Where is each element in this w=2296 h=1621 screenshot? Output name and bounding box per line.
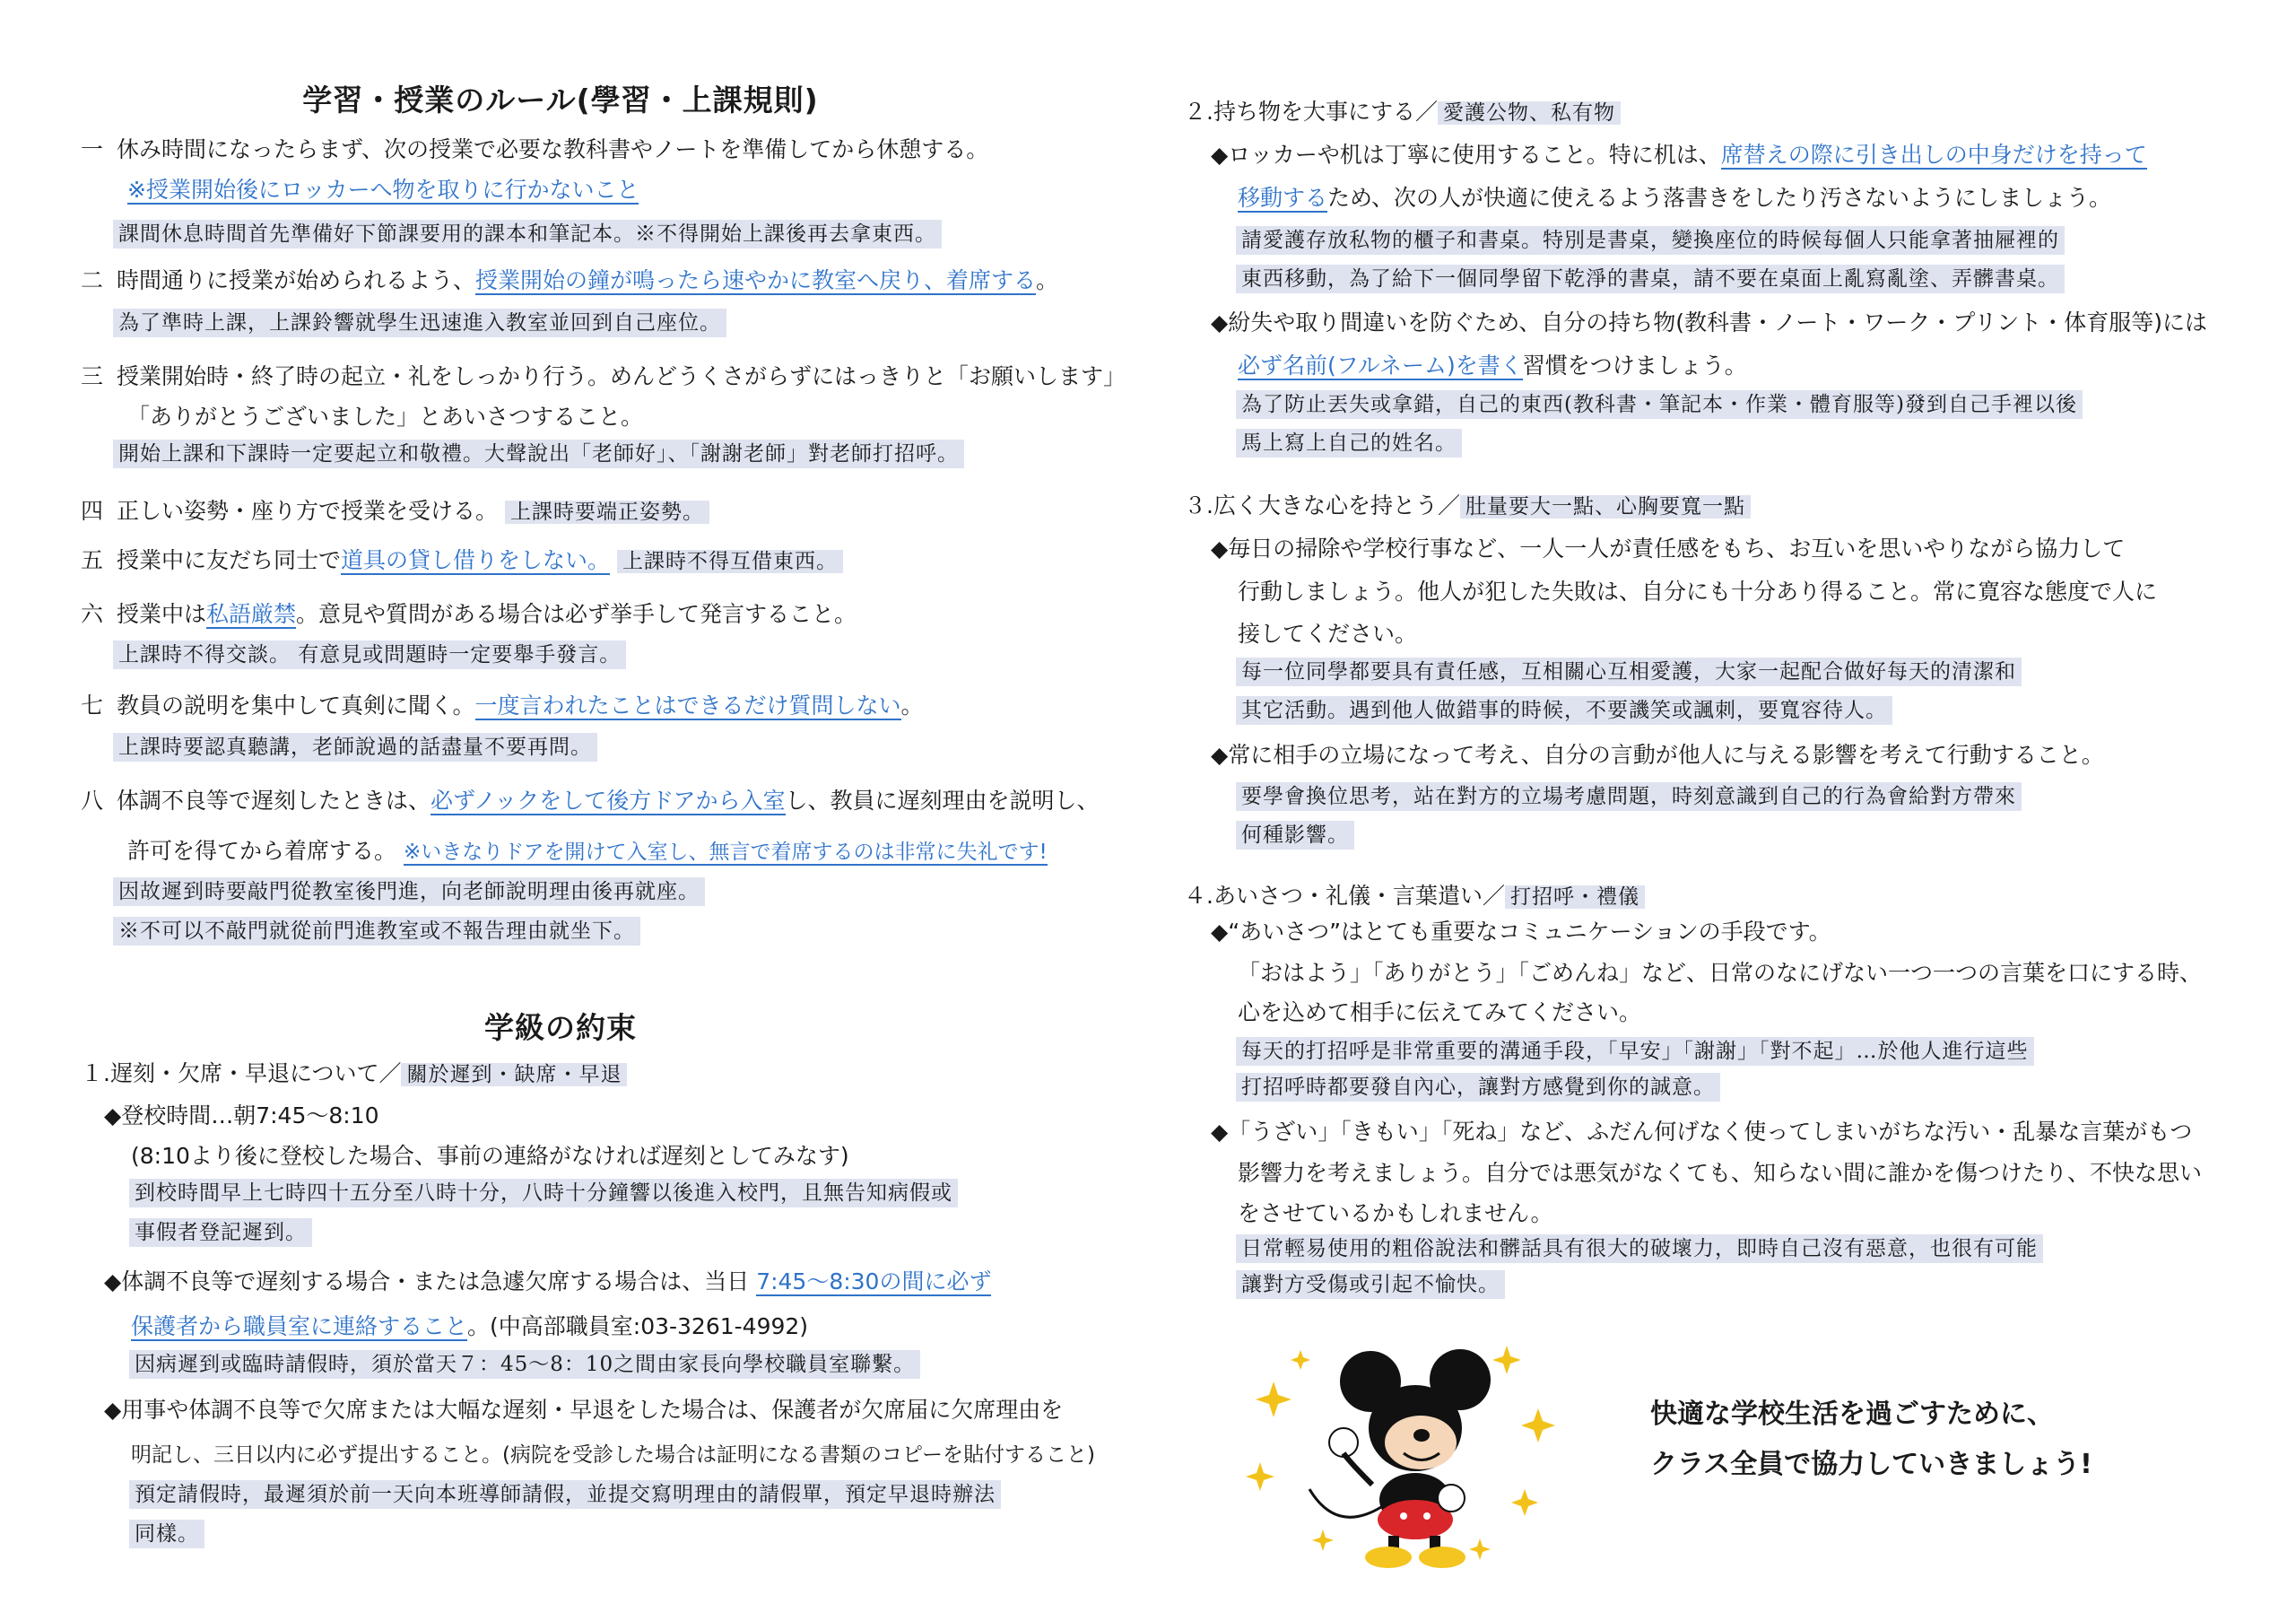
- rule-5: 五 授業中に友だち同士で道具の貸し借りをしない。 上課時不得互借東西。: [81, 545, 843, 577]
- section-1-b2-line2: 保護者から職員室に連絡すること。(中高部職員室:03-3261-4992): [131, 1313, 809, 1339]
- section-4-b2-zh: 日常輕易使用的粗俗說法和髒話具有很大的破壞力，即時自己沒有惡意，也很有可能: [1236, 1234, 2043, 1263]
- mickey-figure: [1309, 1349, 1491, 1568]
- section-1-b3-zh: 預定請假時，最遲須於前一天向本班導師請假，並提交寫明理由的請假單，預定早退時辦法: [129, 1480, 1001, 1509]
- section-2-b2: ◆紛失や取り間違いを防ぐため、自分の持ち物(教科書・ノート・ワーク・プリント・体育服等)には: [1211, 309, 2207, 336]
- rule-6: 六 授業中は私語厳禁。意見や質問がある場合は必ず挙手して発言すること。: [81, 601, 857, 627]
- section-3-b1-zh: 每一位同學都要具有責任感，互相關心互相愛護，大家一起配合做好每天的清潔和: [1236, 658, 2022, 686]
- rule-8-zh2: ※不可以不敲門就從前門進教室或不報告理由就坐下。: [113, 917, 640, 946]
- section-4-b1-line2: 「おはよう」「ありがとう」「ごめんね」など、日常のなにげない一つ一つの言葉を口にする時、: [1238, 960, 2203, 986]
- section-3-b1-zh2: 其它活動。遇到他人做錯事的時候，不要譏笑或諷刺，要寬容待人。: [1236, 696, 1892, 725]
- section-1-b1: ◆登校時間…朝7:45～8:10: [104, 1102, 379, 1129]
- rule-2: 二 時間通りに授業が始められるよう、授業開始の鐘が鳴ったら速やかに教室へ戻り、着席する。: [81, 267, 1059, 293]
- section-1-b3-line2: 明記し、三日以内に必ず提出すること。(病院を受診した場合は証明になる書類のコピーを貼付すること): [131, 1443, 1096, 1467]
- section-4-b2-line2: 影響力を考えましょう。自分では悪気がなくても、知らない間に誰かを傷つけたり、不快な思い: [1238, 1160, 2203, 1186]
- closing-line-2: クラス全員で協力していきましょう!: [1650, 1449, 2092, 1480]
- section-1-b1-zh: 到校時間早上七時四十五分至八時十分，八時十分鐘響以後進入校門，且無告知病假或: [129, 1179, 958, 1207]
- section-2-b1-line2: 移動するため、次の人が快適に使えるよう落書きをしたり汚さないようにしましょう。: [1238, 185, 2112, 211]
- section-4-b1: ◆“あいさつ”はとても重要なコミュニケーションの手段です。: [1211, 919, 1831, 945]
- section-1-b3-zh2: 同樣。: [129, 1520, 204, 1548]
- rule-1: 一 休み時間になったらまず、次の授業で必要な教科書やノートを準備してから休憩する。: [81, 136, 989, 162]
- rule-6-zh: 上課時不得交談。 有意見或問題時一定要舉手發言。: [113, 641, 626, 669]
- rule-7-zh: 上課時要認真聽講，老師說過的話盡量不要再問。: [113, 733, 597, 762]
- rule-7: 七 教員の説明を集中して真剣に聞く。一度言われたことはできるだけ質問しない。: [81, 693, 924, 719]
- rule-3-line2: 「ありがとうございました」とあいさつすること。: [127, 404, 644, 430]
- section-4-b1-zh2: 打招呼時都要發自內心，讓對方感覺到你的誠意。: [1236, 1073, 1720, 1102]
- section-3-b2: ◆常に相手の立場になって考え、自分の言動が他人に与える影響を考えて行動すること。: [1211, 742, 2104, 768]
- section-4-b2-line3: をさせているかもしれません。: [1238, 1200, 1553, 1226]
- closing-line-1: 快適な学校生活を過ごすために、: [1650, 1399, 2054, 1430]
- section-2-b2-zh2: 馬上寫上自己的姓名。: [1236, 429, 1462, 458]
- section-2-b1: ◆ロッカーや机は丁寧に使用すること。特に机は、席替えの際に引き出しの中身だけを持って: [1211, 142, 2147, 168]
- section-4-b2-zh2: 讓對方受傷或引起不愉快。: [1236, 1270, 1505, 1299]
- section-2-b1-zh2: 東西移動，為了給下一個同學留下乾淨的書桌，請不要在桌面上亂寫亂塗、弄髒書桌。: [1236, 265, 2065, 293]
- section-1-heading: １.遅刻・欠席・早退について／ 關於遲到・缺席・早退: [81, 1059, 627, 1090]
- section-1-b3: ◆用事や体調不良等で欠席または大幅な遅刻・早退をした場合は、保護者が欠席届に欠席理由を: [104, 1397, 1064, 1423]
- section-1-b1-sub: (8:10より後に登校した場合、事前の連絡がなければ遅刻としてみなす): [131, 1143, 849, 1169]
- rule-3: 三 授業開始時・終了時の起立・礼をしっかり行う。めんどうくさがらずにはっきりと「お願いします」: [81, 363, 1126, 389]
- section-2-heading: ２.持ち物を大事にする／ 愛護公物、私有物: [1184, 97, 1621, 128]
- section-3-b2-zh: 要學會換位思考，站在對方的立場考慮問題，時刻意識到自己的行為會給對方帶來: [1236, 782, 2022, 811]
- section-4-heading: ４.あいさつ・礼儀・言葉遣い／ 打招呼・禮儀: [1184, 881, 1645, 912]
- rule-2-zh: 為了準時上課，上課鈴響就學生迅速進入教室並回到自己座位。: [113, 309, 726, 337]
- section-1-b2-zh: 因病遲到或臨時請假時，須於當天７：45～8：10之間由家長向學校職員室聯繫。: [129, 1350, 920, 1379]
- rule-8: 八 体調不良等で遅刻したときは、必ずノックをして後方ドアから入室し、教員に遅刻理由を説明し、: [81, 788, 1100, 814]
- section-4-b1-zh: 每天的打招呼是非常重要的溝通手段，「早安」「謝謝」「對不起」…於他人進行這些: [1236, 1037, 2034, 1066]
- section-4-b2: ◆「うざい」「きもい」「死ね」など、ふだん何げなく使ってしまいがちな汚い・乱暴な言葉がもつ: [1211, 1119, 2193, 1145]
- rule-4: 四 正しい姿勢・座り方で授業を受ける。 上課時要端正姿勢。: [81, 496, 709, 527]
- rule-1-note: ※授業開始後にロッカーへ物を取りに行かないこと: [127, 177, 639, 203]
- section-4-b1-line3: 心を込めて相手に伝えてみてください。: [1238, 999, 1642, 1025]
- section-1-b2: ◆体調不良等で遅刻する場合・または急遽欠席する場合は、当日 7:45～8:30の間に必ず: [104, 1268, 992, 1294]
- section-1-b1-zh2: 事假者登記遲到。: [129, 1218, 312, 1247]
- section-2-b2-line2: 必ず名前(フルネーム)を書く習慣をつけましょう。: [1238, 353, 1747, 379]
- section-2-b2-zh: 為了防止丟失或拿錯，自己的東西(教科書・筆記本・作業・體育服等)發到自己手裡以後: [1236, 390, 2083, 419]
- section-3-b1-line2: 行動しましょう。他人が犯した失敗は、自分にも十分あり得ること。常に寛容な態度で人に: [1238, 579, 2158, 605]
- class-promise-title: 学級の約束: [484, 1010, 637, 1045]
- section-2-b1-zh: 請愛護存放私物的櫃子和書桌。特別是書桌，變換座位的時候每個人只能拿著抽屜裡的: [1236, 226, 2065, 255]
- rule-1-zh: 課間休息時間首先準備好下節課要用的課本和筆記本。※不得開始上課後再去拿東西。: [113, 220, 942, 248]
- rules-title: 学習・授業のルール(學習・上課規則): [302, 83, 819, 118]
- section-3-b1: ◆毎日の掃除や学校行事など、一人一人が責任感をもち、お互いを思いやりながら協力して: [1211, 536, 2126, 562]
- mickey-mouse-illustration: [1238, 1328, 1578, 1570]
- section-3-heading: ３.広く大きな心を持とう／ 肚量要大一點、心胸要寬一點: [1184, 491, 1751, 522]
- section-3-b1-line3: 接してください。: [1238, 621, 1418, 647]
- rule-8-zh: 因故遲到時要敲門從教室後門進，向老師說明理由後再就座。: [113, 877, 705, 906]
- rule-3-zh: 開始上課和下課時一定要起立和敬禮。大聲說出「老師好」、「謝謝老師」對老師打招呼。: [113, 440, 964, 468]
- rule-8-line2: 許可を得てから着席する。 ※いきなりドアを開けて入室し、無言で着席するのは非常に失礼です!: [127, 838, 1048, 864]
- section-3-b2-zh2: 何種影響。: [1236, 821, 1354, 850]
